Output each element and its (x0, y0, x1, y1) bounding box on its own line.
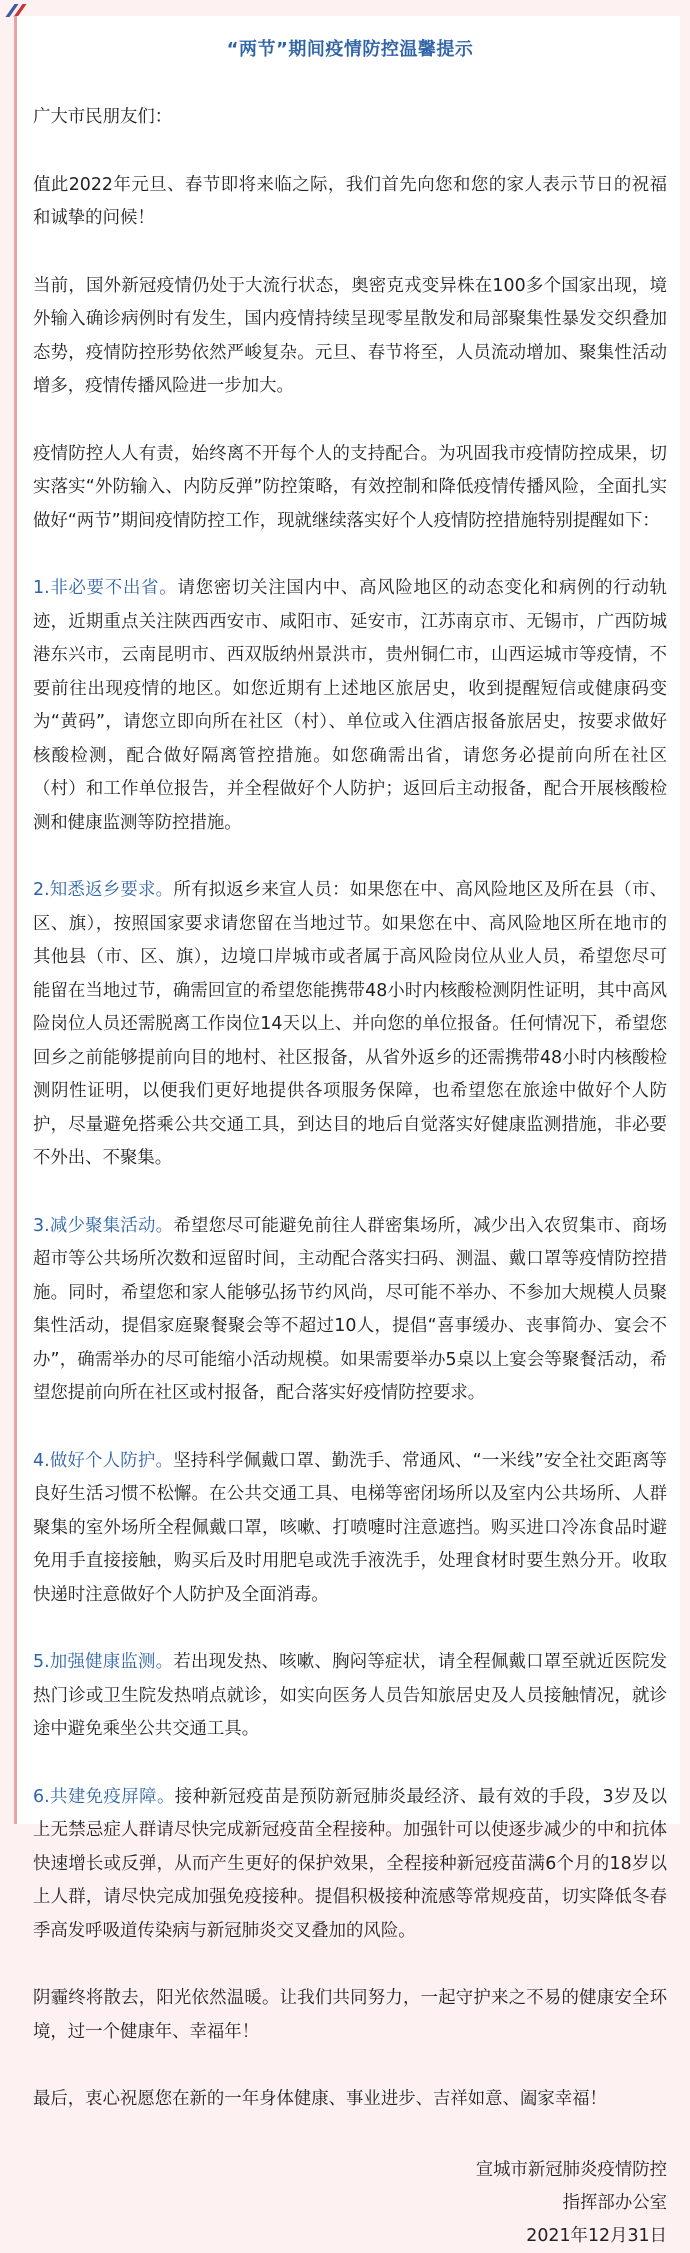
item-paragraph (33, 1781, 667, 1949)
situation-paragraph: 当前，国外新冠疫情仍处于大流行状态，奥密克戎变异株在100多个国家出现，境外输入确诊病例时有发生，国内疫情持续呈现零星散发和局部聚集性暴发交织叠加态势，疫情防控形势依然严峻复杂。元旦、春节将至，人员流动增加、聚集性活动增多，疫情传播风险进一步加大。 (33, 275, 667, 396)
item-body: 坚持科学佩戴口罩、勤洗手、常通风、“一米线”安全社交距离等良好生活习惯不松懈。在公共交通工具、电梯等密闭场所以及室内公共场所、人群聚集的室外场所全程佩戴口罩，咳嗽、打喷嚏时注意遮挡。购买进口冷冻食品时避免用手直接接触，购买后及时用肥皂或洗手液洗手，处理食材时要生熟分开。收取快递时注意做好个人防护及全面消毒。 (33, 1450, 668, 1605)
page-title: “两节”期间疫情防控温馨提示 (226, 39, 474, 60)
item-paragraph (33, 1445, 667, 1613)
item-paragraph (33, 874, 667, 1176)
signature-org-line2: 指挥部办公室 (562, 2192, 667, 2213)
item-heading: 1.非必要不出省。 (33, 578, 178, 598)
item-body: 希望您尽可能避免前往人群密集场所，减少出入农贸集市、商场超市等公共场所次数和逗留时间，主动配合落实扫码、测温、戴口罩等疫情防控措施。同时，希望您和家人能够弘扬节约风尚，尽可能不举办、不参加大规模人员聚集性活动，提倡家庭聚餐聚会等不超过10人，提倡“喜事缓办、丧事简办、宴会不办”，确需举办的尽可能缩小活动规模。如果需要举办5桌以上宴会等聚餐活动，希望您提前向所在社区或村报备，配合落实好疫情防控要求。 (33, 1215, 667, 1403)
item-body: 接种新冠疫苗是预防新冠肺炎最经济、最有效的手段，3岁及以上无禁忌症人群请尽快完成新冠疫苗全程接种。加强针可以使逐步减少的中和抗体快速增长或反弹，从而产生更好的保护效果，全程接种新冠疫苗满6个月的18岁以上人群，请尽快完成加强免疫接种。提倡积极接种流感等常规疫苗，切实降低冬春季高发呼吸道传染病与新冠肺炎交叉叠加的风险。 (33, 1786, 668, 1941)
signature-org-line1: 宣城市新冠肺炎疫情防控 (475, 2159, 667, 2180)
wishes-paragraph: 最后，衷心祝愿您在新的一年身体健康、事业进步、吉祥如意、阖家幸福！ (33, 2089, 607, 2109)
measures-intro-paragraph: 疫情防控人人有责，始终离不开每个人的支持配合。为巩固我市疫情防控成果，切实落实“外防输入、内防反弹”防控策略，有效控制和降低疫情传播风险，全面扎实做好“两节”期间疫情防控工作，现就继续落实好个人疫情防控措施特别提醒如下： (33, 443, 667, 531)
salutation: 广大市民朋友们： (33, 107, 173, 127)
signature-date: 2021年12月31日 (526, 2225, 667, 2246)
item-heading: 2.知悉返乡要求。 (33, 880, 174, 900)
notice-page (14, 16, 680, 2246)
item-body: 若出现发热、咳嗽、胸闷等症状，请全程佩戴口罩至就近医院发热门诊或卫生院发热哨点就诊，如实向医务人员告知旅居史及人员接触情况，就诊途中避免乘坐公共交通工具。 (33, 1652, 667, 1739)
signature-block (33, 2154, 667, 2253)
item-heading: 6.共建免疫屏障。 (33, 1786, 175, 1807)
closing-paragraph: 阴霾终将散去，阳光依然温暖。让我们共同努力，一起守护来之不易的健康安全环境，过一个健康年、幸福年！ (33, 1988, 667, 2042)
item-paragraph (33, 572, 667, 840)
item-heading: 4.做好个人防护。 (33, 1450, 174, 1471)
item-heading: 3.减少聚集活动。 (33, 1215, 174, 1236)
item-body: 请您密切关注国内中、高风险地区的动态变化和病例的行动轨迹，近期重点关注陕西西安市、咸阳市、延安市，江苏南京市、无锡市，广西防城港东兴市，云南昆明市、西双版纳州景洪市，贵州铜仁市，山西运城市等疫情，不要前往出现疫情的地区。如您近期有上述地区旅居史，收到提醒短信或健康码变为“黄码”，请您立即向所在社区（村）、单位或入住酒店报备旅居史，按要求做好核酸检测，配合做好隔离管控措施。如您确需出省，请您务必提前向所在社区（村）和工作单位报告，并全程做好个人防护；返回后主动报备，配合开展核酸检测和健康监测等防控措施。 (33, 578, 668, 833)
intro-paragraph: 值此2022年元旦、春节即将来临之际，我们首先向您和您的家人表示节日的祝福和诚挚的问候！ (33, 174, 667, 228)
item-body: 所有拟返乡来宣人员：如果您在中、高风险地区及所在县（市、区、旗），按照国家要求请您留在当地过节。如果您在中、高风险地区所在地市的其他县（市、区、旗），边境口岸城市或者属于高风险岗位从业人员，希望您尽可能留在当地过节，确需回宣的希望您能携带48小时内核酸检测阴性证明，其中高风险岗位人员还需脱离工作岗位14天以上、并向您的单位报备。任何情况下，希望您回乡之前能够提前向目的地村、社区报备，从省外返乡的还需携带48小时内核酸检测阴性证明，以便我们更好地提供各项服务保障，也希望您在旅途中做好个人防护，尽量避免搭乘公共交通工具，到达目的地后自觉落实好健康监测措施，非必要不外出、不聚集。 (33, 880, 667, 1168)
item-paragraph (33, 1646, 667, 1747)
corner-decoration (6, 4, 34, 16)
notice-content (33, 16, 667, 2253)
item-heading: 5.加强健康监测。 (33, 1652, 174, 1672)
item-paragraph (33, 1210, 667, 1411)
